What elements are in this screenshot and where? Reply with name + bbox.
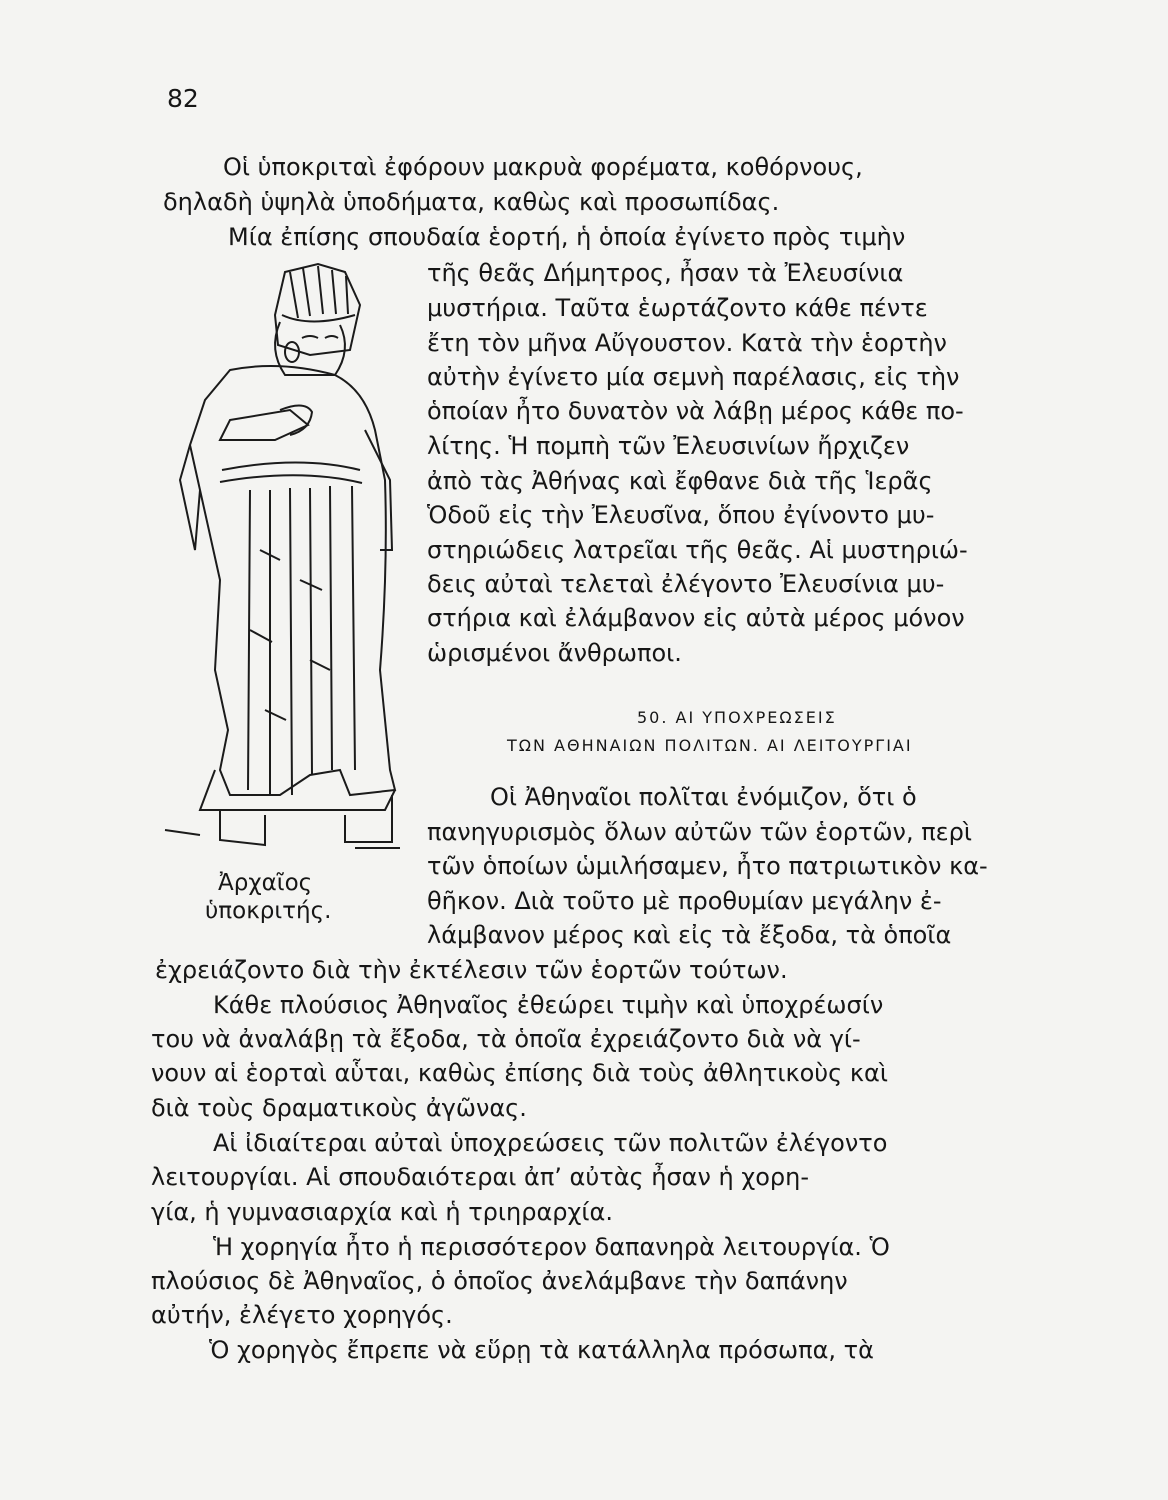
- text-line: λάμβανον μέρος καὶ εἰς τὰ ἔξοδα, τὰ ὁποῖα: [427, 921, 952, 949]
- text-line: Αἱ ἰδιαίτεραι αὐταὶ ὑποχρεώσεις τῶν πολιτῶν ἐλέγοντο: [213, 1129, 888, 1157]
- text-line: στήρια καὶ ἐλάμβανον εἰς αὐτὰ μέρος μόνον: [427, 604, 965, 632]
- text-line: διὰ τοὺς δραματικοὺς ἀγῶνας.: [151, 1094, 527, 1122]
- caption-line: ὑποκριτής.: [205, 898, 332, 924]
- text-line: ὁποίαν ἦτο δυνατὸν νὰ λάβῃ μέρος κάθε πο-: [427, 397, 964, 425]
- text-line: του νὰ ἀναλάβῃ τὰ ἔξοδα, τὰ ὁποῖα ἐχρειάζοντο διὰ νὰ γί-: [151, 1025, 861, 1053]
- figure-actor: [160, 250, 410, 850]
- text-line: Ἡ χορηγία ἦτο ἡ περισσότερον δαπανηρὰ λειτουργία. Ὁ: [213, 1233, 890, 1261]
- text-line: γία, ἡ γυμνασιαρχία καὶ ἡ τριηραρχία.: [151, 1198, 613, 1226]
- text-line: μυστήρια. Ταῦτα ἑωρτάζοντο κάθε πέντε: [427, 294, 928, 322]
- ancient-actor-illustration: [160, 250, 410, 850]
- section-heading-line: ΤΩΝ ΑΘΗΝΑΙΩΝ ΠΟΛΙΤΩΝ. ΑΙ ΛΕΙΤΟΥΡΓΙΑΙ: [507, 736, 913, 755]
- text-line: ἔτη τὸν μῆνα Αὔγουστον. Κατὰ τὴν ἑορτὴν: [427, 329, 947, 357]
- text-line: δηλαδὴ ὑψηλὰ ὑποδήματα, καθὼς καὶ προσωπίδας.: [163, 188, 780, 216]
- page-number: 82: [167, 84, 199, 113]
- text-line: Ὁδοῦ εἰς τὴν Ἐλευσῖνα, ὅπου ἐγίνοντο μυ-: [427, 501, 935, 529]
- text-line: θῆκον. Διὰ τοῦτο μὲ προθυμίαν μεγάλην ἐ-: [427, 887, 942, 915]
- text-line: Κάθε πλούσιος Ἀθηναῖος ἐθεώρει τιμὴν καὶ ὑποχρέωσίν: [213, 991, 884, 1019]
- section-heading-line: 50. ΑΙ ΥΠΟΧΡΕΩΣΕΙΣ: [637, 708, 837, 727]
- text-line: Οἱ Ἀθηναῖοι πολῖται ἐνόμιζον, ὅτι ὁ: [490, 783, 917, 811]
- caption-line: Ἀρχαῖος: [218, 870, 313, 896]
- text-line: ἀπὸ τὰς Ἀθήνας καὶ ἔφθανε διὰ τῆς Ἱερᾶς: [427, 467, 933, 495]
- text-line: νουν αἱ ἑορταὶ αὗται, καθὼς ἐπίσης διὰ τοὺς ἀθλητικοὺς καὶ: [151, 1059, 888, 1087]
- text-line: δεις αὐταὶ τελεταὶ ἐλέγοντο Ἐλευσίνια μυ-: [427, 570, 945, 598]
- text-line: Μία ἐπίσης σπουδαία ἑορτή, ἡ ὁποία ἐγίνετο πρὸς τιμὴν: [228, 223, 906, 251]
- text-line: αὐτὴν ἐγίνετο μία σεμνὴ παρέλασις, εἰς τὴν: [427, 363, 960, 391]
- text-line: Ὁ χορηγὸς ἔπρεπε νὰ εὕρῃ τὰ κατάλληλα πρόσωπα, τὰ: [209, 1336, 874, 1364]
- text-line: αὐτήν, ἐλέγετο χορηγός.: [151, 1301, 453, 1329]
- text-line: λίτης. Ἡ πομπὴ τῶν Ἐλευσινίων ἤρχιζεν: [427, 432, 910, 460]
- text-line: πανηγυρισμὸς ὅλων αὐτῶν τῶν ἑορτῶν, περὶ: [427, 818, 972, 846]
- text-line: Οἱ ὑποκριταὶ ἐφόρουν μακρυὰ φορέματα, κοθόρνους,: [223, 153, 863, 181]
- text-line: τῶν ὁποίων ὡμιλήσαμεν, ἦτο πατριωτικὸν κα-: [427, 852, 988, 880]
- text-line: ἐχρειάζοντο διὰ τὴν ἐκτέλεσιν τῶν ἑορτῶν τούτων.: [155, 956, 788, 984]
- text-line: ὡρισμένοι ἄνθρωποι.: [427, 639, 682, 667]
- text-line: πλούσιος δὲ Ἀθηναῖος, ὁ ὁποῖος ἀνελάμβανε τὴν δαπάνην: [151, 1267, 848, 1295]
- text-line: στηριώδεις λατρεῖαι τῆς θεᾶς. Αἱ μυστηριώ-: [427, 536, 968, 564]
- text-line: τῆς θεᾶς Δήμητρος, ἦσαν τὰ Ἐλευσίνια: [427, 259, 904, 287]
- text-line: λειτουργίαι. Αἱ σπουδαιότεραι ἀπ’ αὐτὰς ἦσαν ἡ χορη-: [151, 1163, 809, 1191]
